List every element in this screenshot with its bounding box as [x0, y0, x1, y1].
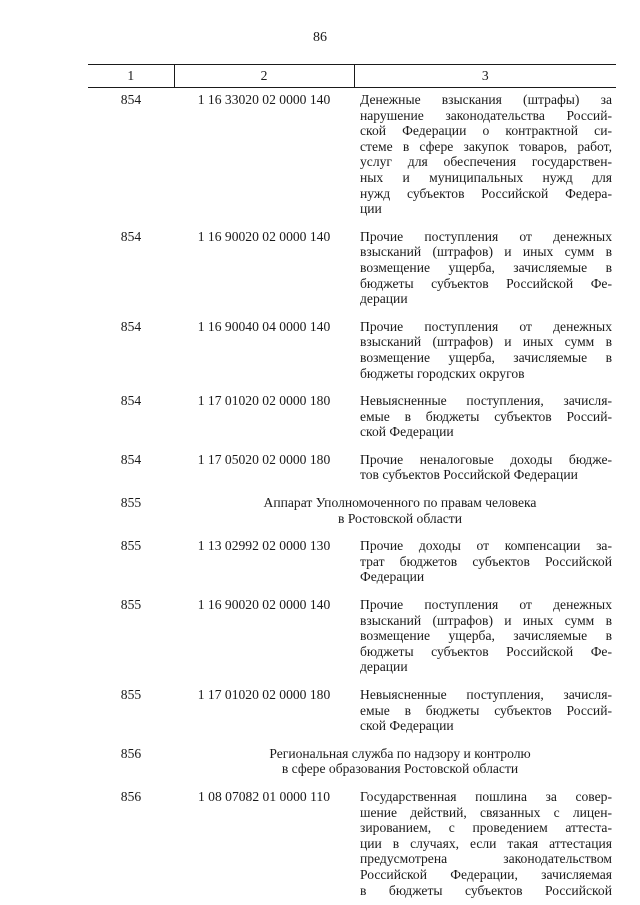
description-line: Невыясненные поступления, зачисля- — [360, 687, 612, 702]
description-cell — [354, 88, 616, 223]
revenue-codes-table — [88, 64, 616, 904]
description-line: услуг для обеспечения государствен- — [360, 154, 612, 170]
description-cell — [354, 446, 616, 489]
description-line: емые в бюджеты субъектов Россий- — [360, 702, 612, 718]
admin-code-cell: 854 — [120, 228, 142, 244]
admin-code-cell: 855 — [120, 597, 142, 613]
admin-code-cell: 854 — [120, 451, 142, 467]
description-line: ской Федерации — [360, 424, 454, 440]
revenue-code-cell: 1 17 01020 02 0000 180 — [197, 393, 331, 409]
description-cell — [354, 591, 616, 681]
description-line: стеме в сфере закупок товаров, работ, — [360, 138, 612, 154]
header-col-2: 2 — [174, 65, 354, 88]
description-line: ции в случаях, если такая аттестация — [360, 835, 612, 851]
description-line: Прочие неналоговые доходы бюдже- — [360, 451, 612, 467]
table-row — [88, 591, 616, 681]
header-col-1: 1 — [88, 65, 174, 88]
section-heading-cell — [174, 489, 616, 532]
description-cell — [354, 681, 616, 740]
description-line: возмещение ущерба, зачисляемые в — [360, 628, 612, 644]
description-line: Российской Федерации, зачисляемая — [360, 866, 612, 882]
table-header-row — [88, 65, 616, 88]
admin-code-cell: 854 — [120, 318, 142, 334]
revenue-code-cell: 1 13 02992 02 0000 130 — [197, 538, 331, 554]
description-line: ской Федерации о контрактной си- — [360, 123, 612, 139]
description-cell — [354, 532, 616, 591]
section-heading-line: в Ростовской области — [338, 510, 462, 526]
revenue-code-cell: 1 16 33020 02 0000 140 — [197, 92, 331, 107]
section-heading-cell — [174, 740, 616, 783]
description-line: шение действий, связанных с лицен- — [360, 804, 612, 820]
table-row — [88, 783, 616, 904]
description-line: дерации — [360, 659, 408, 675]
admin-code-cell: 854 — [120, 92, 142, 107]
description-line: трат бюджетов субъектов Российской — [360, 553, 612, 569]
description-line: в бюджеты субъектов Российской — [360, 882, 612, 898]
description-line: ции — [360, 201, 382, 217]
table-row — [88, 387, 616, 446]
description-cell — [354, 387, 616, 446]
revenue-code-cell: 1 17 05020 02 0000 180 — [197, 451, 331, 467]
page-number: 86 — [313, 30, 327, 45]
description-cell — [354, 783, 616, 904]
description-line: взысканий (штрафов) и иных сумм в — [360, 612, 612, 628]
revenue-code-cell: 1 08 07082 01 0000 110 — [197, 788, 331, 804]
admin-code-cell: 855 — [120, 687, 142, 702]
description-line: бюджеты субъектов Российской Фе- — [360, 643, 612, 659]
revenue-code-cell: 1 16 90040 04 0000 140 — [197, 318, 331, 334]
description-line: предусмотрена законодательством — [360, 851, 612, 867]
description-line: дерации — [360, 291, 408, 307]
description-line: емые в бюджеты субъектов Россий- — [360, 408, 612, 424]
revenue-code-cell: 1 17 01020 02 0000 180 — [197, 687, 331, 702]
description-line: Федерации — [360, 569, 425, 585]
revenue-code-cell: 1 16 90020 02 0000 140 — [197, 228, 331, 244]
section-row — [88, 489, 616, 532]
description-line: Государственная пошлина за совер- — [360, 788, 612, 804]
table-body — [88, 88, 616, 905]
revenue-code-cell: 1 16 90020 02 0000 140 — [197, 597, 331, 613]
description-line: бюджеты городских округов — [360, 365, 525, 381]
description-cell — [354, 313, 616, 387]
table-row — [88, 681, 616, 740]
admin-code-cell: 855 — [120, 538, 142, 554]
description-line: бюджеты субъектов Российской Фе- — [360, 275, 612, 291]
admin-code-cell: 855 — [120, 495, 142, 511]
admin-code-cell: 854 — [120, 393, 142, 409]
table-row — [88, 446, 616, 489]
table-row — [88, 313, 616, 387]
table-row — [88, 223, 616, 313]
description-cell — [354, 223, 616, 313]
description-line: Прочие поступления от денежных — [360, 597, 612, 613]
section-row — [88, 740, 616, 783]
description-line: зированием, с проведением аттеста- — [360, 820, 612, 836]
table-row — [88, 88, 616, 223]
description-line: ных и муниципальных нужд для — [360, 169, 612, 185]
table-row — [88, 532, 616, 591]
section-heading-line: Аппарат Уполномоченного по правам человека — [263, 495, 537, 511]
admin-code-cell: 856 — [120, 788, 142, 804]
description-line: тов субъектов Российской Федерации — [360, 467, 578, 483]
section-heading-line: Региональная служба по надзору и контролю — [269, 745, 531, 761]
description-line: Прочие поступления от денежных — [360, 318, 612, 334]
description-line: Невыясненные поступления, зачисля- — [360, 393, 612, 409]
admin-code-cell: 856 — [120, 745, 142, 761]
description-line: Прочие доходы от компенсации за- — [360, 538, 612, 554]
description-line: Денежные взыскания (штрафы) за — [360, 92, 612, 107]
description-line: ской Федерации — [360, 718, 454, 734]
description-line: нарушение законодательства Россий- — [360, 107, 612, 123]
description-line: Прочие поступления от денежных — [360, 228, 612, 244]
description-line: взысканий (штрафов) и иных сумм в — [360, 334, 612, 350]
description-line: возмещение ущерба, зачисляемые в — [360, 259, 612, 275]
header-col-3: 3 — [354, 65, 616, 88]
description-line: нужд субъектов Российской Федера- — [360, 185, 612, 201]
description-line: взысканий (штрафов) и иных сумм в — [360, 244, 612, 260]
section-heading-line: в сфере образования Ростовской области — [281, 761, 519, 777]
description-line: возмещение ущерба, зачисляемые в — [360, 349, 612, 365]
